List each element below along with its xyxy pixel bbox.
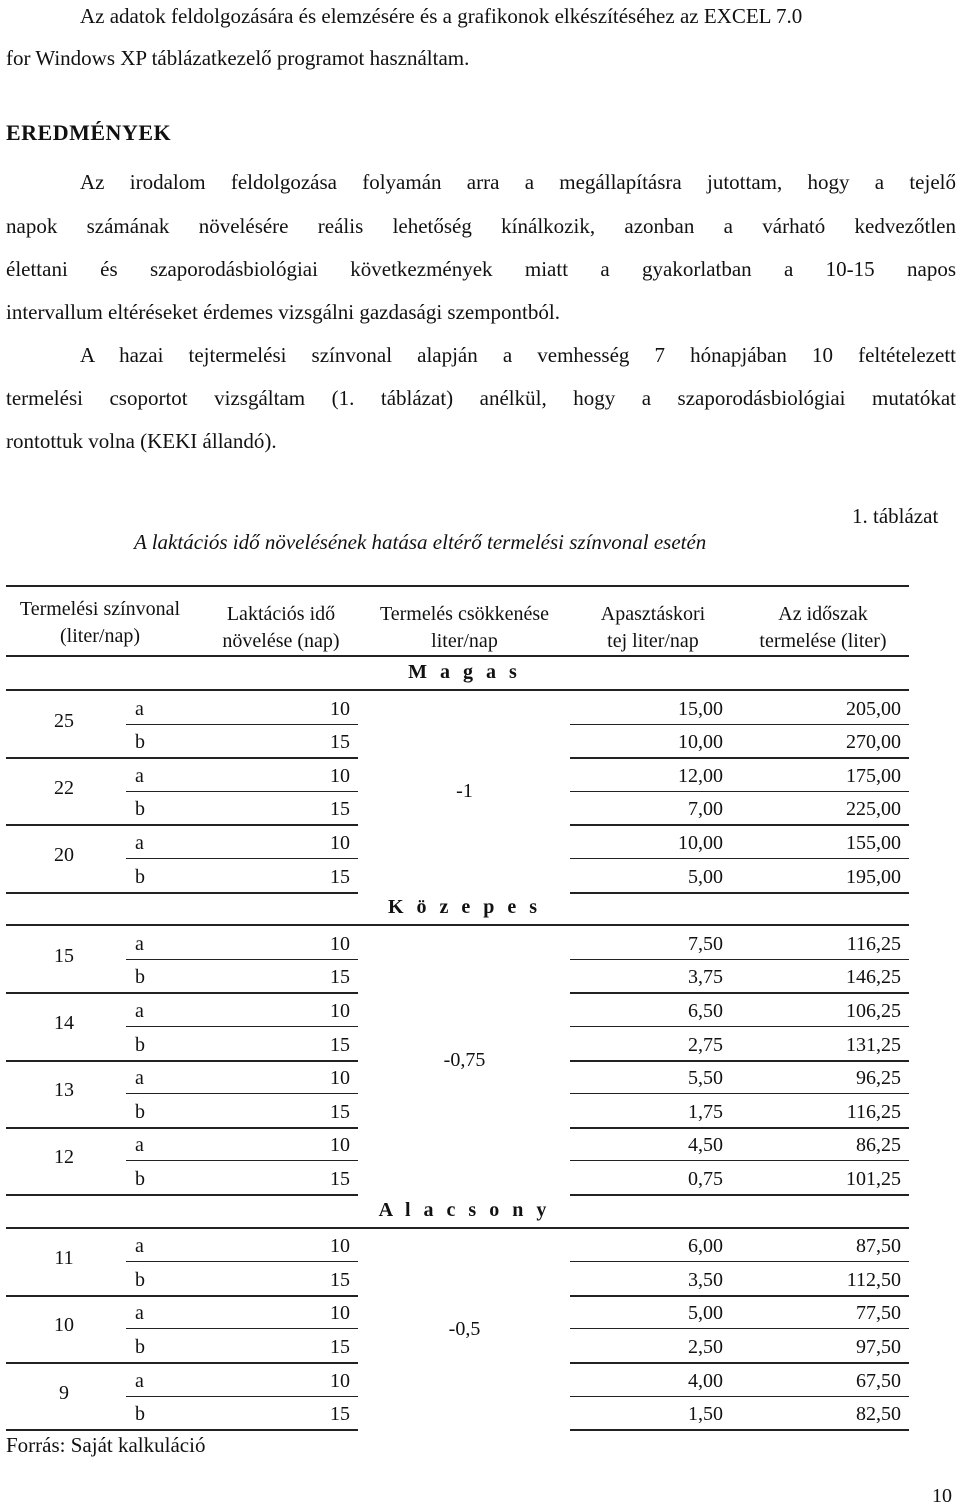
variant-label: b (135, 1336, 145, 1358)
variant-label: b (135, 1033, 145, 1056)
row-rule (126, 959, 358, 960)
production-decrease-value: -1 (456, 780, 473, 803)
dry-off-milk-value: 15,00 (678, 697, 723, 720)
group-rule (570, 824, 909, 826)
variant-label: a (135, 697, 144, 720)
para1-line-4: intervallum eltéréseket érdemes vizsgálni gazdasági szempontból. (6, 300, 560, 324)
period-production-value: 195,00 (846, 865, 901, 888)
dry-off-milk-value: 1,50 (688, 1403, 723, 1426)
variant-label: a (135, 764, 144, 787)
lactation-days: 10 (330, 1369, 350, 1392)
table-caption: A laktációs idő növelésének hatása eltérő termelési színvonal esetén (134, 530, 707, 554)
lactation-days: 15 (330, 798, 350, 821)
production-level: 13 (54, 1079, 74, 1102)
group-rule (6, 1429, 358, 1431)
period-production-value: 205,00 (846, 697, 901, 720)
lactation-days: 10 (330, 1000, 350, 1022)
row-rule (126, 858, 358, 859)
group-rule (570, 992, 909, 994)
group-rule (570, 1127, 909, 1129)
lactation-days: 10 (330, 932, 350, 955)
period-production-value: 77,50 (856, 1302, 901, 1325)
group-rule (6, 1194, 358, 1196)
row-rule (570, 1026, 909, 1027)
group-rule (570, 757, 909, 759)
group-rule (570, 1060, 909, 1062)
dry-off-milk-value: 1,75 (688, 1100, 723, 1123)
lactation-days: 15 (330, 1336, 350, 1358)
period-production-value: 101,25 (846, 1168, 901, 1190)
table-label: 1. táblázat (852, 504, 939, 528)
dry-off-milk-value: 10,00 (678, 832, 723, 854)
production-decrease-value: -0,75 (443, 1049, 486, 1072)
dry-off-milk-value: 7,00 (688, 798, 723, 821)
section-rule (6, 689, 909, 691)
row-rule (126, 1026, 358, 1027)
group-rule (6, 892, 358, 894)
period-production-value: 155,00 (846, 832, 901, 854)
production-level: 22 (54, 776, 74, 799)
lactation-days: 10 (330, 1302, 350, 1325)
variant-label: b (135, 1168, 145, 1190)
dry-off-milk-value: 3,75 (688, 966, 723, 989)
period-production-value: 97,50 (856, 1336, 901, 1358)
row-rule (126, 1328, 358, 1329)
page-number: 10 (932, 1485, 952, 1507)
variant-label: a (135, 832, 144, 854)
group-rule (6, 992, 358, 994)
period-production-value: 86,25 (856, 1134, 901, 1157)
group-rule (6, 824, 358, 826)
dry-off-milk-value: 5,00 (688, 1302, 723, 1325)
lactation-days: 15 (330, 865, 350, 888)
dry-off-milk-value: 2,50 (688, 1336, 723, 1358)
variant-label: a (135, 1067, 144, 1090)
dry-off-milk-value: 12,00 (678, 764, 723, 787)
dry-off-milk-value: 3,50 (688, 1268, 723, 1291)
lactation-days: 10 (330, 1134, 350, 1157)
group-rule (6, 1060, 358, 1062)
variant-label: b (135, 1268, 145, 1291)
dry-off-milk-value: 7,50 (688, 932, 723, 955)
table-top-rule (6, 585, 909, 587)
header-production-decrease: Termelés csökkenése liter/nap (379, 603, 550, 652)
group-rule (570, 1295, 909, 1297)
variant-label: a (135, 1235, 144, 1258)
header-dry-off-milk: Apasztáskori tej liter/nap (600, 603, 706, 652)
group-rule (6, 1295, 358, 1297)
row-rule (126, 724, 358, 725)
row-rule (570, 1160, 909, 1161)
period-production-value: 146,25 (846, 966, 901, 989)
row-rule (570, 1328, 909, 1329)
period-production-value: 270,00 (846, 731, 901, 754)
para2-line-3: rontottuk volna (KEKI állandó). (6, 429, 277, 453)
dry-off-milk-value: 6,00 (688, 1235, 723, 1258)
lactation-days: 10 (330, 1067, 350, 1090)
production-level: 11 (54, 1247, 74, 1270)
dry-off-milk-value: 0,75 (688, 1168, 723, 1190)
period-production-value: 96,25 (856, 1067, 901, 1090)
row-rule (126, 1396, 358, 1397)
variant-label: b (135, 1403, 145, 1426)
intro-line-2: for Windows XP táblázatkezelő programot használtam. (6, 46, 470, 70)
period-production-value: 225,00 (846, 798, 901, 821)
variant-label: b (135, 731, 145, 754)
row-rule (570, 791, 909, 792)
group-rule (6, 757, 358, 759)
dry-off-milk-value: 4,50 (688, 1134, 723, 1157)
table-header-rule (6, 655, 909, 657)
header-period-production: Az időszak termelése (liter) (759, 603, 887, 652)
period-production-value: 116,25 (846, 932, 901, 955)
dry-off-milk-value: 5,00 (688, 865, 723, 888)
lactation-days: 15 (330, 1033, 350, 1056)
para2-line-2: termelési csoportot vizsgáltam (1. táblázat) anélkül, hogy a szaporodásbiológiai mutatókat (6, 386, 956, 410)
period-production-value: 112,50 (846, 1268, 901, 1291)
para2-line-1: A hazai tejtermelési színvonal alapján a vemhesség 7 hónapjában 10 feltételezett (80, 343, 956, 367)
group-rule (570, 892, 909, 894)
group-rule (6, 1127, 358, 1129)
variant-label: b (135, 1100, 145, 1123)
row-rule (570, 1093, 909, 1094)
production-level: 20 (54, 844, 74, 866)
period-production-value: 175,00 (846, 764, 901, 787)
para1-line-2: napok számának növelésére reális lehetőség kínálkozik, azonban a várható kedvezőtlen (6, 214, 956, 238)
group-rule (570, 1429, 909, 1431)
section-title-row: A l a c s o n y (378, 1198, 551, 1221)
period-production-value: 106,25 (846, 1000, 901, 1022)
variant-label: b (135, 966, 145, 989)
row-rule (570, 858, 909, 859)
variant-label: a (135, 1000, 144, 1022)
production-level: 25 (54, 709, 74, 732)
row-rule (126, 1093, 358, 1094)
production-level: 15 (54, 944, 74, 967)
period-production-value: 82,50 (856, 1403, 901, 1426)
row-rule (570, 1396, 909, 1397)
variant-label: b (135, 798, 145, 821)
section-title-row: M a g a s (408, 661, 521, 683)
section-title: EREDMÉNYEK (6, 120, 172, 145)
variant-label: a (135, 1134, 144, 1157)
variant-label: a (135, 1302, 144, 1325)
variant-label: a (135, 932, 144, 955)
row-rule (570, 1261, 909, 1262)
variant-label: b (135, 865, 145, 888)
header-production-level: Termelési színvonal (liter/nap) (19, 598, 181, 647)
lactation-days: 10 (330, 697, 350, 720)
lactation-days: 10 (330, 764, 350, 787)
section-rule (6, 1227, 909, 1229)
lactation-days: 10 (330, 832, 350, 854)
para1-line-1: Az irodalom feldolgozása folyamán arra a megállapításra jutottam, hogy a tejelő (80, 170, 956, 194)
lactation-days: 15 (330, 1168, 350, 1190)
production-level: 12 (54, 1146, 74, 1169)
section-rule (6, 924, 909, 926)
dry-off-milk-value: 5,50 (688, 1067, 723, 1090)
intro-line-1: Az adatok feldolgozására és elemzésére és a grafikonok elkészítéséhez az EXCEL 7.0 (80, 4, 803, 28)
lactation-days: 15 (330, 1268, 350, 1291)
row-rule (126, 1160, 358, 1161)
header-lactation-increase: Laktációs idő növelése (nap) (222, 603, 340, 652)
lactation-days: 15 (330, 966, 350, 989)
lactation-days: 15 (330, 1100, 350, 1123)
para1-line-3: élettani és szaporodásbiológiai következmények miatt a gyakorlatban a 10-15 napos (6, 257, 956, 281)
lactation-days: 15 (330, 731, 350, 754)
production-level: 10 (54, 1314, 74, 1337)
dry-off-milk-value: 2,75 (688, 1033, 723, 1056)
section-title-row: K ö z e p e s (387, 896, 542, 919)
period-production-value: 131,25 (846, 1033, 901, 1056)
dry-off-milk-value: 6,50 (688, 1000, 723, 1022)
period-production-value: 116,25 (846, 1100, 901, 1123)
row-rule (126, 791, 358, 792)
production-level: 14 (54, 1012, 74, 1034)
row-rule (126, 1261, 358, 1262)
group-rule (570, 1362, 909, 1364)
lactation-days: 10 (330, 1235, 350, 1258)
dry-off-milk-value: 10,00 (678, 731, 723, 754)
group-rule (6, 1362, 358, 1364)
variant-label: a (135, 1369, 144, 1392)
production-level: 9 (59, 1381, 69, 1404)
table-source: Forrás: Saját kalkuláció (6, 1433, 206, 1457)
group-rule (570, 1194, 909, 1196)
lactation-days: 15 (330, 1403, 350, 1426)
production-decrease-value: -0,5 (448, 1318, 481, 1340)
dry-off-milk-value: 4,00 (688, 1369, 723, 1392)
row-rule (570, 724, 909, 725)
period-production-value: 87,50 (856, 1235, 901, 1258)
row-rule (570, 959, 909, 960)
period-production-value: 67,50 (856, 1369, 901, 1392)
